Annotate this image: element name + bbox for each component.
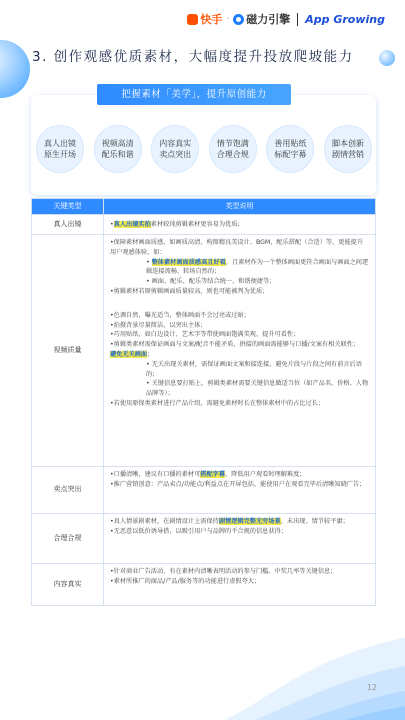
- line-text: ，未出现、情节较平庸；: [280, 518, 349, 525]
- table-row: [32, 514, 376, 564]
- pillar-circle: [36, 125, 84, 173]
- line-text: •色调自然，曝光适当，整体画面不会过亮或过暗；: [110, 311, 250, 319]
- row-key: 视频质量: [32, 235, 104, 467]
- pillar-label: 内容真实 卖点突出: [159, 139, 192, 159]
- pillar-circle: [266, 125, 314, 173]
- pillar-label: 脚本创新 剧情营销: [331, 139, 364, 159]
- description-line: [110, 258, 369, 278]
- description-line: [110, 379, 369, 399]
- table-row: [32, 564, 376, 606]
- row-key: 合理合规: [32, 514, 104, 564]
- row-key: 真人出镜: [32, 215, 104, 235]
- table-header-row: [32, 199, 376, 215]
- kuaishou-logo: 快手: [187, 11, 222, 27]
- spacer: [110, 297, 369, 311]
- highlighted-text: 剧情逻辑完整无穷场景: [218, 518, 281, 525]
- highlighted-text: 搭配字幕: [200, 471, 226, 478]
- bullet-icon: •: [146, 360, 152, 368]
- pillar-circle: [94, 125, 142, 173]
- description-line: [110, 287, 369, 297]
- line-text: •真人情景剧素材，在剧情设计上需保持: [110, 518, 219, 525]
- line-text: •巧用贴纸，如白边设计、艺术字等带使画面饱满美观，提升可看性；: [110, 331, 300, 339]
- decorative-sphere-right: [379, 50, 395, 66]
- row-description: [104, 215, 376, 235]
- cili-engine-logo: 磁力引擎: [233, 11, 290, 27]
- line-text: ；: [147, 350, 154, 358]
- bullet-icon: •: [146, 380, 152, 388]
- line-text: •: [110, 220, 114, 228]
- bullet-icon: •: [146, 278, 152, 286]
- table-row: [32, 215, 376, 235]
- table-body: [32, 215, 376, 606]
- row-key: 卖点突出: [32, 467, 104, 514]
- description-line: [110, 577, 369, 587]
- description-line: [110, 527, 369, 537]
- description-line: [110, 340, 369, 350]
- highlighted-text: 避免无关画面: [110, 350, 148, 358]
- line-text: 画面、配乐、配乐等结合统一、和谐便捷等；: [151, 278, 276, 286]
- highlighted-text: 真人出镜实拍: [113, 220, 151, 228]
- kuaishou-icon: [187, 14, 198, 25]
- line-text: •拍摄背景尽量简洁，以突出主体；: [110, 321, 207, 329]
- description-line: [110, 238, 369, 258]
- pillar-label: 善用贴纸 标配字幕: [274, 139, 307, 159]
- pillar-circle: [324, 125, 372, 173]
- line-text: 关键信息要打贴上，剪辑类素材需要关键信息做适当位（如产品名、价格、人物品牌等）；: [146, 380, 369, 398]
- header-logos: [187, 10, 385, 28]
- bullet-icon: •: [146, 258, 152, 266]
- cili-icon: [233, 14, 244, 25]
- description-line: [110, 480, 369, 490]
- section-title: 3. 创作观感优质素材，大幅度提升投放爬坡能力: [32, 49, 354, 65]
- logo-separator-dot: ·: [226, 14, 230, 24]
- appgrowing-logo: App Growing: [305, 12, 385, 26]
- description-line: [110, 350, 369, 360]
- description-line: [110, 470, 369, 480]
- line-text: •推广营销创意：产品卖点/功能点/利益点在开屏包括，能使用户在观看完毕后清晰知晓广告；: [110, 480, 366, 488]
- row-description: [104, 467, 376, 514]
- decorative-sphere-left: [0, 40, 30, 98]
- pillar-circle: [151, 125, 199, 173]
- row-description: [104, 564, 376, 606]
- description-line: [110, 277, 369, 287]
- pillar-label: 视频高清 配乐和谐: [101, 139, 134, 159]
- line-text: •若使用原保类素材进行产品介绍，需避免素材时长在整体素材中的占比过长；: [110, 399, 325, 407]
- pillars-banner: 把握素材「美学」，提升原创能力: [97, 84, 291, 105]
- key-types-table: [31, 198, 376, 606]
- description-line: [110, 330, 369, 340]
- pillar-label: 情节饱满 合理合规: [216, 139, 249, 159]
- page-number: 12: [366, 683, 377, 692]
- table-row: [32, 235, 376, 467]
- line-text: •剪辑素材若原剪辑画面质量较高，则也可能被判为优质；: [110, 287, 269, 295]
- description-line: [110, 311, 369, 321]
- row-key: 内容真实: [32, 564, 104, 606]
- line-text: 素材较纯剪辑素材更容易为优质;: [150, 220, 240, 228]
- line-text: ，且素材作为一个整体画面更符合画面与画面之间逻辑连接流畅、转场自然的；: [146, 258, 369, 276]
- row-description: [104, 514, 376, 564]
- line-text: •素材所推广的商品/产品/服务等的功能进行虚假夸大；: [110, 577, 261, 585]
- line-text: 无关出现关素材，需保证画面文案和接连接，避免片段与片段之间有前言后语的；: [146, 360, 362, 378]
- description-line: [110, 567, 369, 577]
- highlighted-text: 整体素材画面质感高且好看: [151, 258, 226, 266]
- pillar-circle: [209, 125, 257, 173]
- decorative-waves: [225, 590, 405, 720]
- table-header-key: 关键类型: [32, 199, 104, 215]
- line-text: •口播清晰，建议有口播的素材可: [110, 471, 201, 478]
- description-line: [110, 399, 369, 409]
- table-header-desc: 类型说明: [104, 199, 376, 215]
- logo-divider: [297, 13, 298, 26]
- description-line: [110, 220, 369, 230]
- description-line: [110, 321, 369, 331]
- description-line: [110, 517, 369, 527]
- line-text: •针对商业广告活动，有在素材内清晰表明活动的参与门槛、中奖几率等关键信息；: [110, 568, 337, 575]
- table-row: [32, 467, 376, 514]
- pillars-list: [36, 125, 372, 177]
- line-text: •剪辑类素材需保证画面与文案/配音不能矛盾，拼接的画面需能够与口播/文案有相关联性；: [110, 341, 360, 349]
- line-text: •保障素材画面质感，如画质高清、构图精良美设计、BGM、配乐搭配（合适）等，更能提升用户观感体验，如：: [110, 239, 364, 256]
- row-description: [104, 235, 376, 467]
- line-text: •无恶意以低价诱导搭，以吸引用户与品牌的不合规的信息获得；: [110, 527, 287, 535]
- line-text: ，降低用户观看时理解难度；: [225, 471, 306, 478]
- description-line: [110, 360, 369, 380]
- pillar-label: 真人出镜 原生开场: [44, 139, 76, 159]
